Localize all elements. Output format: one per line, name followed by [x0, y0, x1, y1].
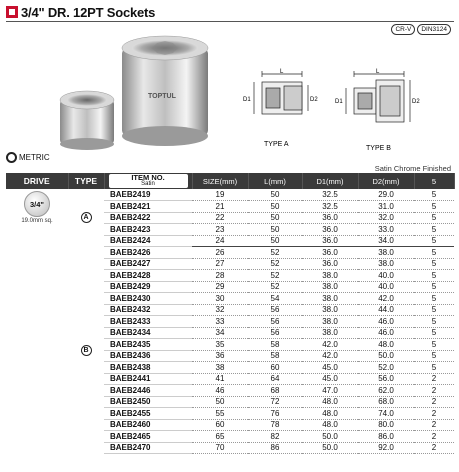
qty-value: 2: [414, 396, 454, 408]
d1-value: 42.0: [302, 339, 358, 351]
qty-value: 5: [414, 350, 454, 362]
length-value: 50: [248, 212, 302, 224]
item-code: BAEB2421: [104, 201, 192, 213]
length-value: 50: [248, 235, 302, 247]
size-value: 29: [192, 281, 248, 293]
item-code: BAEB2426: [104, 247, 192, 259]
qty-value: 5: [414, 258, 454, 270]
qty-value: 5: [414, 189, 454, 201]
size-value: 23: [192, 224, 248, 236]
size-value: 36: [192, 350, 248, 362]
length-value: 52: [248, 281, 302, 293]
item-code: BAEB2436: [104, 350, 192, 362]
drive-size-badge: 3/4": [24, 191, 50, 217]
type-b-diagram: [346, 71, 410, 122]
d1-value: 32.5: [302, 189, 358, 201]
d1-value: 36.0: [302, 212, 358, 224]
size-value: 28: [192, 270, 248, 282]
d1-value: 48.0: [302, 408, 358, 420]
qty-value: 2: [414, 419, 454, 431]
item-code: BAEB2424: [104, 235, 192, 247]
qty-value: 5: [414, 247, 454, 259]
d1-value: 42.0: [302, 350, 358, 362]
title-row: [6, 5, 155, 19]
d2-value: 52.0: [358, 362, 414, 374]
type-a-d1-label: D1: [243, 97, 251, 103]
length-value: 72: [248, 396, 302, 408]
d1-value: 36.0: [302, 235, 358, 247]
qty-value: 5: [414, 339, 454, 351]
item-code: BAEB2427: [104, 258, 192, 270]
large-socket-icon: [122, 36, 208, 146]
d2-value: 42.0: [358, 293, 414, 305]
d2-value: 62.0: [358, 385, 414, 397]
metric-label-row: [6, 152, 50, 163]
d1-value: 38.0: [302, 281, 358, 293]
d2-value: 40.0: [358, 270, 414, 282]
type-b-caption: TYPE B: [366, 145, 391, 152]
col-length: L(mm): [248, 173, 302, 189]
d1-value: 36.0: [302, 224, 358, 236]
d2-value: 44.0: [358, 304, 414, 316]
d1-value: 48.0: [302, 419, 358, 431]
item-code: BAEB2419: [104, 189, 192, 201]
col-qty: 5: [414, 173, 454, 189]
length-value: 52: [248, 270, 302, 282]
length-value: 50: [248, 224, 302, 236]
d2-value: 38.0: [358, 258, 414, 270]
d2-value: 32.0: [358, 212, 414, 224]
item-code: BAEB2434: [104, 327, 192, 339]
d2-value: 50.0: [358, 350, 414, 362]
size-value: 33: [192, 316, 248, 328]
col-type: TYPE: [68, 173, 104, 189]
qty-value: 5: [414, 304, 454, 316]
qty-value: 5: [414, 327, 454, 339]
length-value: 76: [248, 408, 302, 420]
size-value: 70: [192, 442, 248, 454]
d1-value: 38.0: [302, 270, 358, 282]
d1-value: 45.0: [302, 362, 358, 374]
item-code: BAEB2432: [104, 304, 192, 316]
d2-value: 46.0: [358, 316, 414, 328]
length-value: 52: [248, 247, 302, 259]
item-code: BAEB2422: [104, 212, 192, 224]
page-title: 3/4" DR. 12PT Sockets: [21, 4, 156, 20]
type-a-l-label: L: [280, 69, 284, 75]
d1-value: 50.0: [302, 431, 358, 443]
item-code: BAEB2433: [104, 316, 192, 328]
col-drive: DRIVE: [6, 173, 68, 189]
socket-product-image: [40, 30, 230, 150]
col-d2: D2(mm): [358, 173, 414, 189]
size-value: 46: [192, 385, 248, 397]
length-value: 78: [248, 419, 302, 431]
length-value: 58: [248, 350, 302, 362]
qty-value: 5: [414, 281, 454, 293]
size-value: 19: [192, 189, 248, 201]
d2-value: 40.0: [358, 281, 414, 293]
table-header-row: [6, 173, 454, 189]
d2-value: 38.0: [358, 247, 414, 259]
size-value: 50: [192, 396, 248, 408]
length-value: 64: [248, 373, 302, 385]
d2-value: 56.0: [358, 373, 414, 385]
type-b-badge: B: [81, 345, 92, 356]
size-value: 65: [192, 431, 248, 443]
d1-value: 38.0: [302, 293, 358, 305]
d2-value: 92.0: [358, 442, 414, 454]
length-value: 86: [248, 442, 302, 454]
qty-value: 5: [414, 293, 454, 305]
item-code: BAEB2435: [104, 339, 192, 351]
d2-value: 34.0: [358, 235, 414, 247]
item-code: BAEB2460: [104, 419, 192, 431]
d1-value: 36.0: [302, 247, 358, 259]
d2-value: 86.0: [358, 431, 414, 443]
length-value: 50: [248, 201, 302, 213]
qty-value: 5: [414, 201, 454, 213]
qty-value: 5: [414, 362, 454, 374]
title-square-icon: [6, 6, 18, 18]
type-cell: [68, 189, 104, 247]
metric-label: METRIC: [19, 153, 50, 162]
qty-value: 2: [414, 385, 454, 397]
d2-value: 46.0: [358, 327, 414, 339]
metric-circle-icon: [6, 152, 17, 163]
item-code: BAEB2455: [104, 408, 192, 420]
size-value: 22: [192, 212, 248, 224]
table-row: [6, 189, 454, 201]
type-a-diagram: [254, 71, 308, 114]
type-a-d2-label: D2: [310, 97, 318, 103]
table-row: [6, 247, 454, 259]
type-a-caption: TYPE A: [264, 141, 289, 148]
type-b-d1-label: D1: [335, 99, 343, 105]
drive-cell: [6, 189, 68, 454]
d1-value: 38.0: [302, 316, 358, 328]
small-socket-icon: [60, 91, 114, 150]
d2-value: 29.0: [358, 189, 414, 201]
d1-value: 38.0: [302, 327, 358, 339]
col-item-no: [104, 173, 192, 189]
item-code: BAEB2429: [104, 281, 192, 293]
item-code: BAEB2438: [104, 362, 192, 374]
finish-label: Satin Chrome Finished: [374, 164, 451, 173]
size-value: 30: [192, 293, 248, 305]
size-value: 35: [192, 339, 248, 351]
item-code: BAEB2430: [104, 293, 192, 305]
item-code: BAEB2465: [104, 431, 192, 443]
qty-value: 2: [414, 442, 454, 454]
length-value: 60: [248, 362, 302, 374]
size-value: 21: [192, 201, 248, 213]
qty-value: 2: [414, 408, 454, 420]
length-value: 56: [248, 316, 302, 328]
d2-value: 33.0: [358, 224, 414, 236]
size-value: 41: [192, 373, 248, 385]
d1-value: 32.5: [302, 201, 358, 213]
type-b-l-label: L: [376, 69, 380, 75]
col-size: SIZE(mm): [192, 173, 248, 189]
length-value: 82: [248, 431, 302, 443]
qty-value: 5: [414, 316, 454, 328]
drive-square-size: 19.0mm sq.: [21, 218, 53, 224]
d1-value: 48.0: [302, 396, 358, 408]
col-item-no-label: ITEM NO.: [131, 173, 165, 182]
size-value: 34: [192, 327, 248, 339]
d1-value: 45.0: [302, 373, 358, 385]
qty-value: 5: [414, 212, 454, 224]
length-value: 56: [248, 304, 302, 316]
dimension-diagram: [238, 68, 454, 160]
qty-value: 5: [414, 235, 454, 247]
item-code: BAEB2423: [104, 224, 192, 236]
spec-badges: [391, 24, 451, 35]
d2-value: 48.0: [358, 339, 414, 351]
length-value: 68: [248, 385, 302, 397]
size-value: 24: [192, 235, 248, 247]
item-code: BAEB2450: [104, 396, 192, 408]
col-item-finish-label: Satin: [141, 181, 155, 187]
length-value: 58: [248, 339, 302, 351]
item-code: BAEB2441: [104, 373, 192, 385]
crv-badge: CR-V: [391, 24, 415, 35]
d1-value: 47.0: [302, 385, 358, 397]
length-value: 56: [248, 327, 302, 339]
size-value: 26: [192, 247, 248, 259]
item-code: BAEB2470: [104, 442, 192, 454]
size-value: 60: [192, 419, 248, 431]
size-value: 27: [192, 258, 248, 270]
d1-value: 50.0: [302, 442, 358, 454]
item-code: BAEB2446: [104, 385, 192, 397]
col-d1: D1(mm): [302, 173, 358, 189]
length-value: 54: [248, 293, 302, 305]
size-value: 32: [192, 304, 248, 316]
d2-value: 80.0: [358, 419, 414, 431]
size-value: 38: [192, 362, 248, 374]
size-value: 55: [192, 408, 248, 420]
d2-value: 74.0: [358, 408, 414, 420]
d1-value: 36.0: [302, 258, 358, 270]
item-code: BAEB2428: [104, 270, 192, 282]
type-b-d2-label: D2: [412, 99, 420, 105]
qty-value: 2: [414, 431, 454, 443]
title-divider: [6, 21, 454, 22]
din-badge: DIN3124: [417, 24, 451, 35]
qty-value: 5: [414, 224, 454, 236]
qty-value: 5: [414, 270, 454, 282]
qty-value: 2: [414, 373, 454, 385]
socket-spec-table: [6, 173, 455, 454]
d2-value: 68.0: [358, 396, 414, 408]
type-a-badge: A: [81, 212, 92, 223]
brand-engraving: TOPTUL: [148, 93, 176, 100]
d2-value: 31.0: [358, 201, 414, 213]
d1-value: 38.0: [302, 304, 358, 316]
type-cell: [68, 247, 104, 454]
length-value: 50: [248, 189, 302, 201]
length-value: 52: [248, 258, 302, 270]
